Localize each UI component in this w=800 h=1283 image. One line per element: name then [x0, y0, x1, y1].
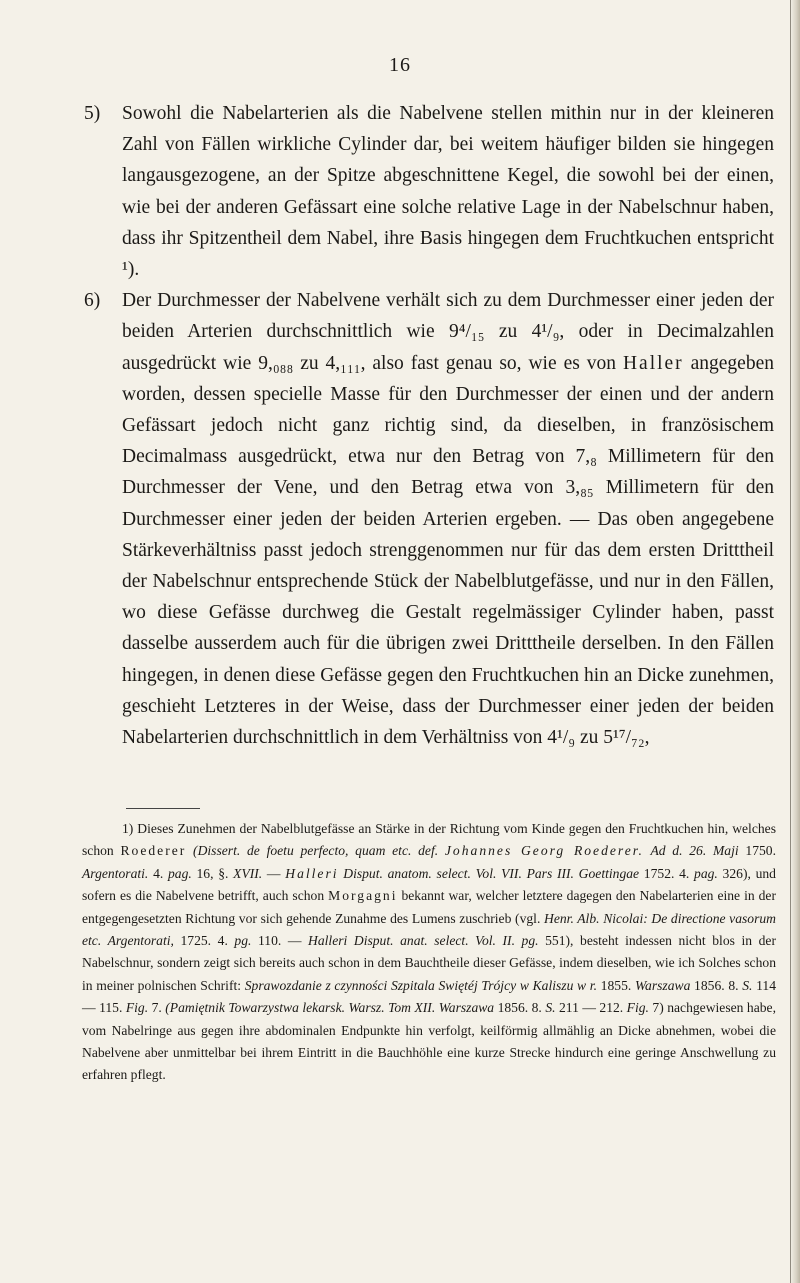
footnote-text: 326), und sofern es die Nabelvene betrifft, auch schon [82, 865, 776, 904]
footnote [82, 818, 776, 1087]
footnote-citation: Warszawa [634, 977, 691, 993]
footnote-citation: Sprawozdanie z czynności Szpitala Swiętéj Trójcy w Kaliszu w r. [244, 977, 597, 993]
footnote-citation: Ad d. 26. Maji [643, 843, 739, 859]
page-edge [790, 0, 800, 1283]
footnote-1 [82, 818, 776, 1087]
paragraph-5-text: Sowohl die Nabelarterien als die Nabelvene stellen mithin nur in der kleineren Zahl von Fällen wirkliche Cylinder dar, bei weitem häufiger bilden sie hingegen langausgezogene, an der Spitze abgeschnittene Kegel, die sowohl bei der einen, wie bei der anderen Gefässart eine solche relative Lage in der Nabelschnur haben, dass ihr Spitzentheil dem Nabel, ihre Basis hingegen dem Fruchtkuchen entspricht ¹). [122, 103, 774, 281]
paragraph-5-number: 5) [84, 103, 101, 124]
footnote-text: 16, §. [191, 865, 234, 881]
footnote-text: 7. [148, 1000, 166, 1016]
page-number: 16 [389, 54, 411, 76]
paragraph-6-text-a: Der Durchmesser der Nabelvene verhält sich zu dem Durchmesser einer jeden der beiden Arterien durchschnittlich wie 9⁴/₁₅ zu 4¹/₉, oder in Decimalzahlen ausgedrückt wie 9,₀₈₈ zu 4,₁₁₁, also fast genau so, wie es von [122, 290, 774, 374]
footnote-rule [126, 808, 200, 809]
page-edge-line [790, 0, 791, 1283]
footnote-text: 551), besteht indessen nicht blos in der Nabelschnur, sondern zeigt sich bereits auch schon in dem Bauchtheile dieser Gefässe, indem dieselben, wie ich Solches schon in meiner polnischen Schrift: [82, 933, 776, 993]
main-text [84, 98, 774, 753]
footnote-citation: XVII. [233, 865, 263, 881]
paragraph-6-text-b: angegeben worden, dessen specielle Masse für den Durchmesser der einen und der andern Gefässart jedoch nicht ganz richtig sind, da dieselben, in französischem Decimalmass ausgedrückt, etwa nur den Betrag von 7,₈ Millimetern für den Durchmesser der Vene, und den Betrag etwa von 3,₈₅ Millimetern für den Durchmesser einer jeden der beiden Arterien ergeben. — Das oben angegebene Stärkeverhältniss passt jedoch strenggenommen nur für das dem ersten Dritttheil der Nabelschnur entsprechende Stück der Nabelblutgefässe, und nur in den Fällen, wo diese Gefässe durchweg die Gestalt regelmässiger Cylinder haben, passt dasselbe ausserdem auch für die übrigen zwei Dritttheile derselben. In den Fällen hingegen, in denen diese Gefässe gegen den Fruchtkuchen hin an Dicke zunehmen, geschieht Letzteres in der Weise, dass der Durchmesser einer jeden der beiden Nabelarterien durchschnittlich in dem Verhältniss von 4¹/₉ zu 5¹⁷/₇₂, [122, 352, 774, 749]
footnote-citation: Disput. anatom. select. Vol. VII. Pars III. Goettingae [338, 865, 640, 881]
author-haller: Haller [622, 352, 684, 374]
footnote-citation: (Pamiętnik Towarzystwa lekarsk. Warsz. Tom XII. Warszawa [165, 1000, 495, 1016]
footnote-text: 1752. 4. [639, 865, 695, 881]
footnote-text: 211 — 212. [555, 1000, 627, 1016]
footnote-text: 7) nachgewiesen habe, vom Nabelringe aus gegen ihre abdominalen Endpunkte hin verfolgt, keilförmig allmählig an Dicke abnehmen, wobei die Nabelvene aber unmittelbar bei ihrem Eintritt in die Bauchhöhle eine kurze Strecke hindurch eine geringe Anschwellung zu erfahren pflegt. [82, 1000, 776, 1083]
paragraph-6 [84, 285, 774, 753]
footnote-text: 1855. [597, 977, 635, 993]
footnote-citation: S. [742, 977, 753, 993]
footnote-citation: Halleri Disput. anat. select. Vol. II. pg. [308, 933, 539, 949]
footnote-text: 1856. 8. [494, 1000, 546, 1016]
paragraph-5 [84, 98, 774, 285]
footnote-text: 1856. 8. [690, 977, 743, 993]
footnote-text: 4. [148, 865, 168, 881]
footnote-citation: Henr. Alb. Nicolai: De directione vasorum etc. Argentorati, [82, 910, 776, 949]
footnote-marker: 1) [122, 821, 134, 836]
footnote-citation: pag. [167, 865, 192, 881]
footnote-citation: (Dissert. de foetu perfecto, quam etc. def. [193, 843, 445, 859]
paragraph-6-number: 6) [84, 290, 101, 312]
footnote-citation: Argentorati. [82, 865, 149, 881]
footnote-citation: S. [545, 1000, 556, 1016]
footnote-citation: Fig. [125, 1000, 149, 1016]
footnote-text: 1725. 4. [173, 933, 235, 949]
footnote-text: Dieses Zunehmen der Nabelblutgefässe an Stärke in der Richtung vom Kinde gegen den Fruchtkuchen hin, welches schon [82, 821, 776, 859]
footnote-text: bekannt war, welcher letztere dagegen den Nabelarterien eine in der entgegengesetzten Richtung vor sich gehende Zunahme des Lumens zuschrieb (vgl. [82, 888, 776, 926]
footnote-text: — [262, 865, 286, 881]
author-morgagni: Morgagni [328, 888, 398, 904]
footnote-citation: Fig. [626, 1000, 649, 1016]
footnote-text: 1750. [738, 843, 776, 859]
author-roederer-full: Johannes Georg Roederer. [444, 843, 644, 859]
footnote-citation: pg. [234, 933, 252, 949]
author-roederer: Roederer [120, 843, 187, 859]
footnote-citation: pag. [694, 865, 718, 881]
footnote-text: 114 — 115. [82, 977, 776, 1016]
author-halleri: Halleri [285, 865, 339, 881]
footnote-text: 110. — [251, 933, 309, 949]
